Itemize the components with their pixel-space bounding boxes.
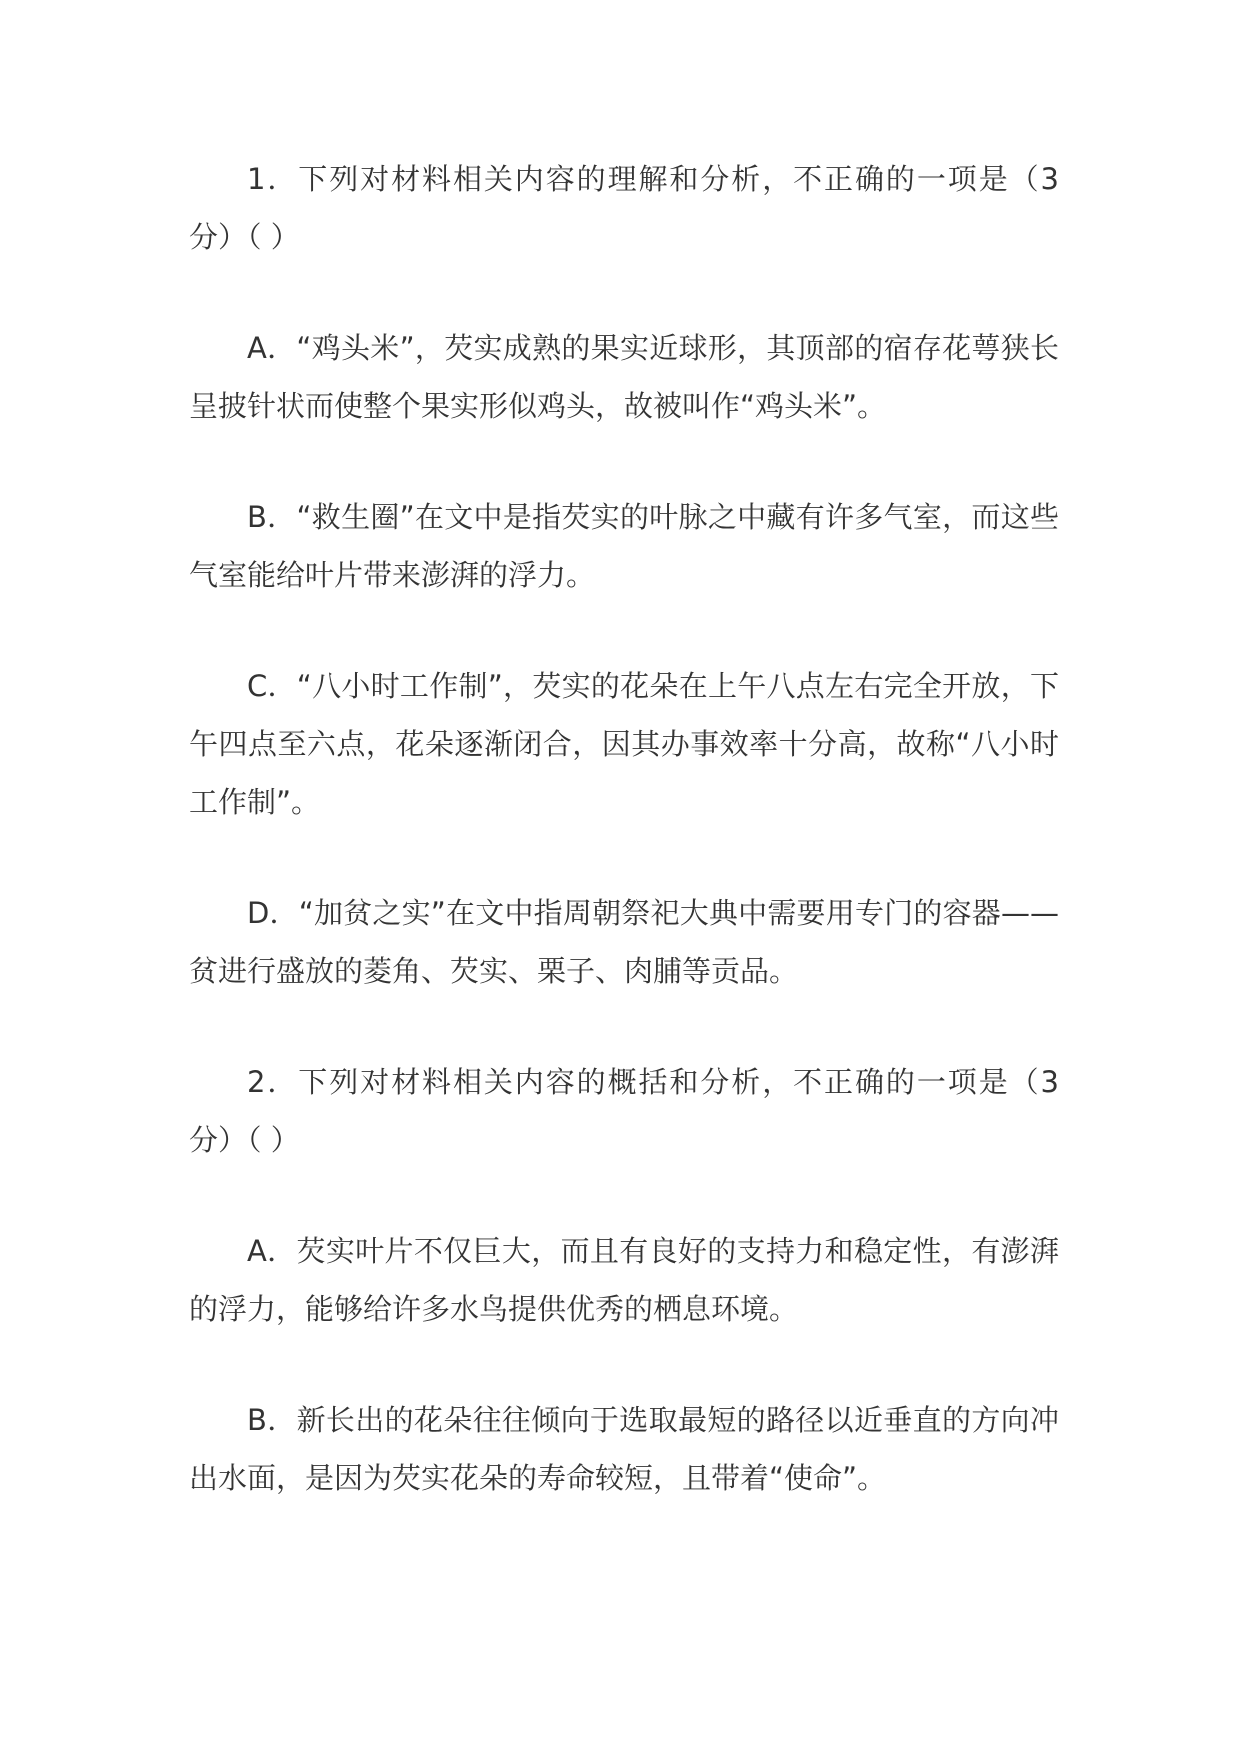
question-1-option-c: C．“八小时工作制”，芡实的花朵在上午八点左右完全开放，下午四点至六点，花朵逐渐闭合，因其办事效率十分高，故称“八小时工作制”。 [189,669,1059,819]
question-1-option-d: D．“加贫之实”在文中指周朝祭祀大典中需要用专门的容器——贫进行盛放的菱角、芡实、栗子、肉脯等贡品。 [189,896,1059,988]
question-1-option-a: A．“鸡头米”，芡实成熟的果实近球形，其顶部的宿存花萼狭长呈披针状而使整个果实形似鸡头，故被叫作“鸡头米”。 [189,331,1059,423]
document-body [189,150,1059,1560]
question-2-option-b: B．新长出的花朵往往倾向于选取最短的路径以近垂直的方向冲出水面，是因为芡实花朵的寿命较短，且带着“使命”。 [189,1403,1059,1495]
question-2-option-a: A．芡实叶片不仅巨大，而且有良好的支持力和稳定性，有澎湃的浮力，能够给许多水鸟提供优秀的栖息环境。 [189,1234,1059,1326]
question-1-stem: 1．下列对材料相关内容的理解和分析，不正确的一项是（3 分）（ ） [189,162,1059,254]
question-1-option-b: B．“救生圈”在文中是指芡实的叶脉之中藏有许多气室，而这些气室能给叶片带来澎湃的浮力。 [189,500,1059,592]
question-2-stem: 2．下列对材料相关内容的概括和分析，不正确的一项是（3 分）（ ） [189,1065,1059,1157]
